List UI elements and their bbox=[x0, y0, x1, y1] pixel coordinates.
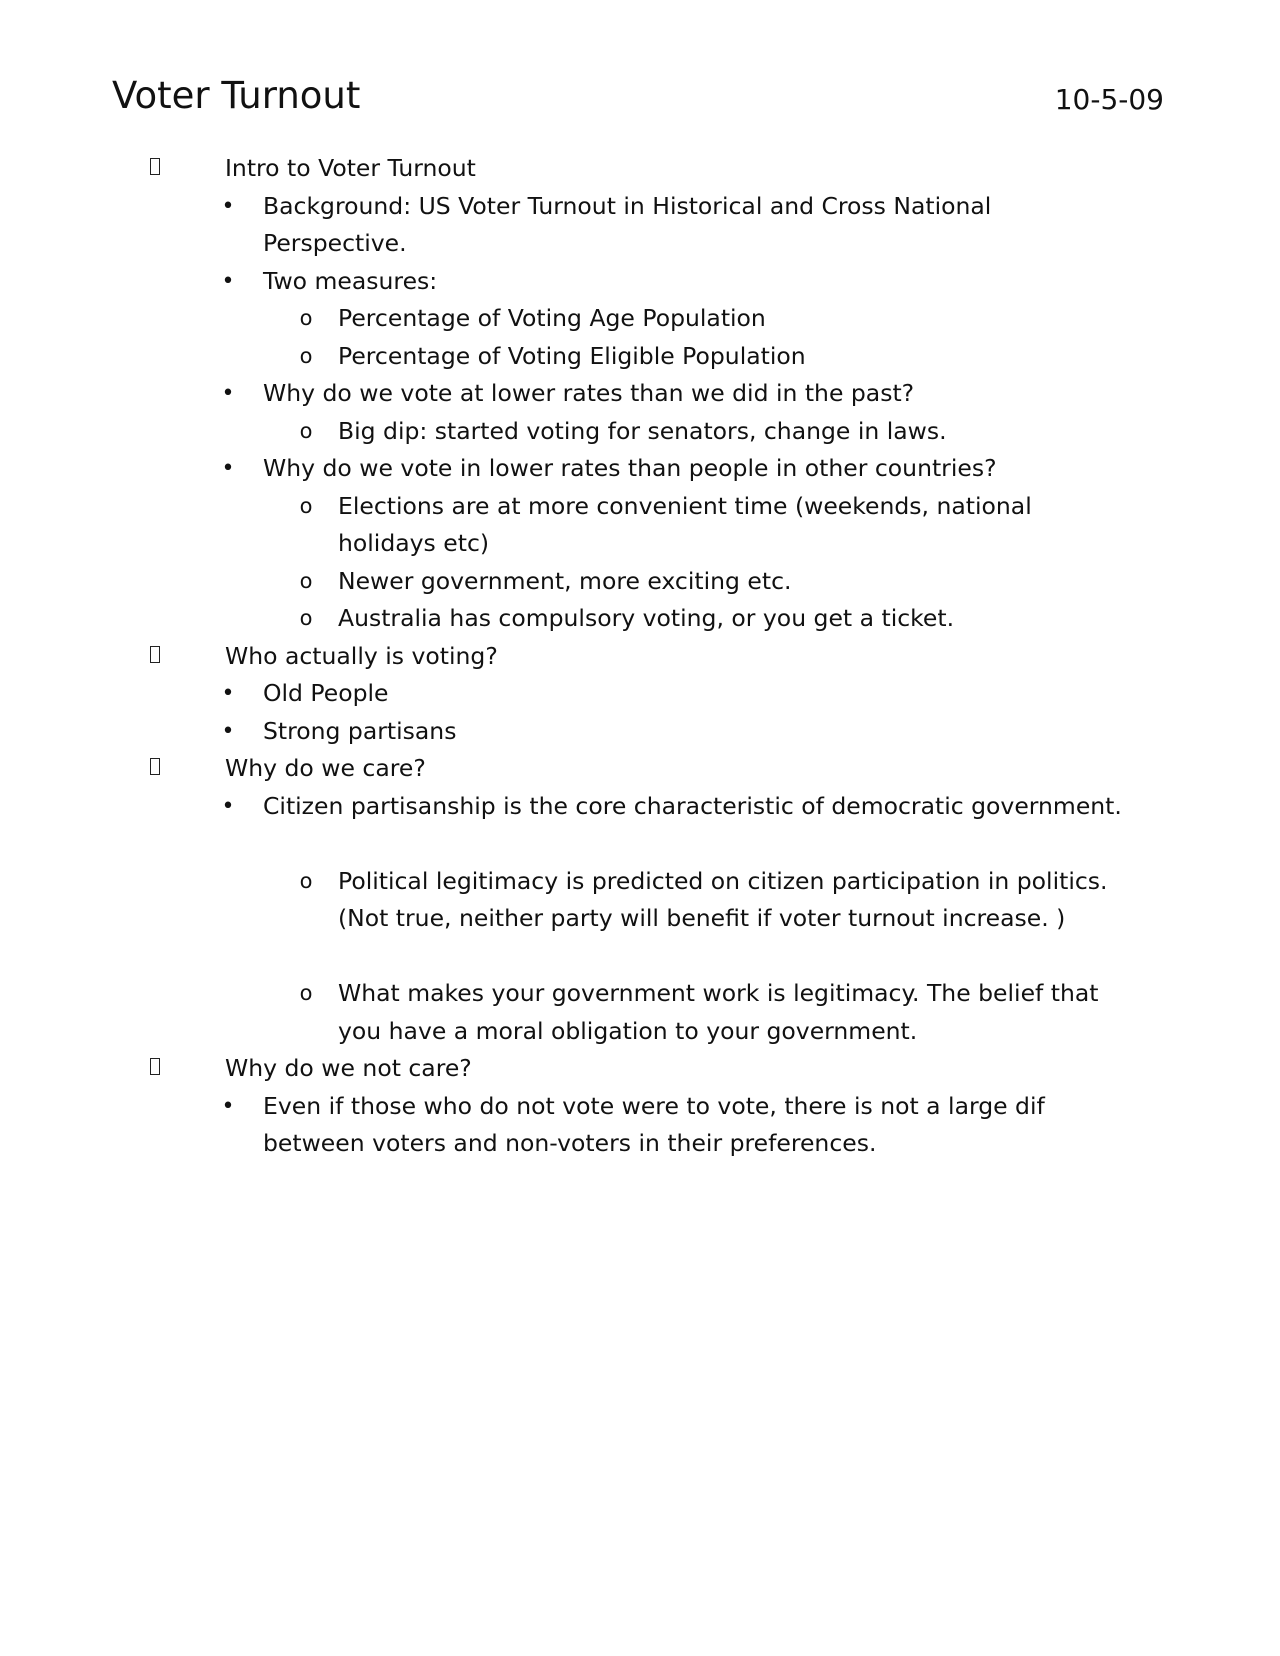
outline-bullet-text: Background: US Voter Turnout in Historical and Cross National Perspective. bbox=[263, 191, 992, 257]
outline-subbullet bbox=[0, 600, 1280, 638]
outline-bullet-text: Citizen partisanship is the core characteristic of democratic government. bbox=[263, 791, 1122, 820]
outline-subbullet-text: Australia has compulsory voting, or you get a ticket. bbox=[338, 604, 955, 632]
outline-heading-why-not-care bbox=[0, 1050, 1280, 1088]
outline-heading-why-care bbox=[0, 750, 1280, 788]
outline-bullet bbox=[0, 375, 1280, 413]
outline-heading-who-votes bbox=[0, 638, 1280, 676]
circle-bullet-icon: o bbox=[299, 606, 313, 630]
outline-bullet-text: Old People bbox=[263, 679, 389, 707]
document-date: 10-5-09 bbox=[1054, 83, 1164, 116]
outline-bullet bbox=[0, 788, 1280, 863]
outline-heading-intro bbox=[0, 150, 1280, 188]
box-bullet-icon bbox=[148, 750, 162, 788]
outline-subbullet-text: Percentage of Voting Age Population bbox=[338, 304, 766, 332]
outline-bullet-text: Why do we vote at lower rates than we did in the past? bbox=[263, 379, 915, 407]
circle-bullet-icon: o bbox=[299, 568, 313, 593]
outline-bullet bbox=[0, 1088, 1280, 1163]
outline-subbullet-text: Elections are at more convenient time (weekends, national holidays etc) bbox=[338, 491, 1032, 557]
outline-subbullet-text: Political legitimacy is predicted on citizen participation in politics. (Not true, neither party will benefit if voter turnout increase. ) bbox=[338, 866, 1108, 932]
bullet-icon: • bbox=[221, 381, 235, 406]
bullet-icon: • bbox=[221, 1093, 235, 1119]
document-title: Voter Turnout bbox=[112, 74, 361, 117]
outline-subbullet bbox=[0, 563, 1280, 601]
outline-bullet bbox=[0, 450, 1280, 488]
outline-heading-text: Intro to Voter Turnout bbox=[225, 154, 476, 182]
outline-bullet-text: Two measures: bbox=[263, 266, 438, 295]
outline-subbullet-text: Newer government, more exciting etc. bbox=[338, 566, 792, 595]
outline-subbullet bbox=[0, 300, 1280, 338]
outline-bullet bbox=[0, 188, 1280, 263]
outline-subbullet bbox=[0, 338, 1280, 376]
outline-bullet-text: Why do we vote in lower rates than people in other countries? bbox=[263, 454, 997, 482]
circle-bullet-icon: o bbox=[299, 868, 313, 893]
box-bullet-icon bbox=[148, 638, 162, 676]
circle-bullet-icon: o bbox=[299, 981, 313, 1005]
bullet-icon: • bbox=[221, 193, 235, 219]
outline-bullet bbox=[0, 675, 1280, 713]
outline-subbullet bbox=[0, 863, 1280, 976]
box-bullet-icon bbox=[148, 1050, 162, 1088]
outline-heading-text: Why do we care? bbox=[225, 754, 426, 782]
circle-bullet-icon: o bbox=[299, 418, 313, 443]
outline-subbullet-text: Percentage of Voting Eligible Population bbox=[338, 341, 806, 370]
outline-subbullet-text: Big dip: started voting for senators, change in laws. bbox=[338, 416, 947, 445]
outline-bullet bbox=[0, 263, 1280, 301]
outline-heading-text: Who actually is voting? bbox=[225, 641, 498, 670]
bullet-icon: • bbox=[221, 681, 235, 706]
outline-heading-text: Why do we not care? bbox=[225, 1054, 472, 1082]
outline-subbullet bbox=[0, 413, 1280, 451]
notes-outline bbox=[0, 150, 1280, 1163]
circle-bullet-icon: o bbox=[299, 306, 313, 330]
bullet-icon: • bbox=[221, 268, 235, 294]
box-bullet-icon bbox=[148, 150, 162, 188]
circle-bullet-icon: o bbox=[299, 343, 313, 368]
outline-bullet-text: Strong partisans bbox=[263, 716, 457, 745]
bullet-icon: • bbox=[221, 718, 235, 744]
bullet-icon: • bbox=[221, 456, 235, 481]
outline-bullet-text: Even if those who do not vote were to vote, there is not a large dif between voters and non-voters in their preferences. bbox=[263, 1091, 1045, 1157]
circle-bullet-icon: o bbox=[299, 493, 313, 518]
outline-subbullet bbox=[0, 488, 1280, 563]
outline-subbullet-text: What makes your government work is legitimacy. The belief that you have a moral obligation to your government. bbox=[338, 979, 1099, 1045]
outline-bullet bbox=[0, 713, 1280, 751]
bullet-icon: • bbox=[221, 793, 235, 819]
outline-subbullet bbox=[0, 975, 1280, 1050]
